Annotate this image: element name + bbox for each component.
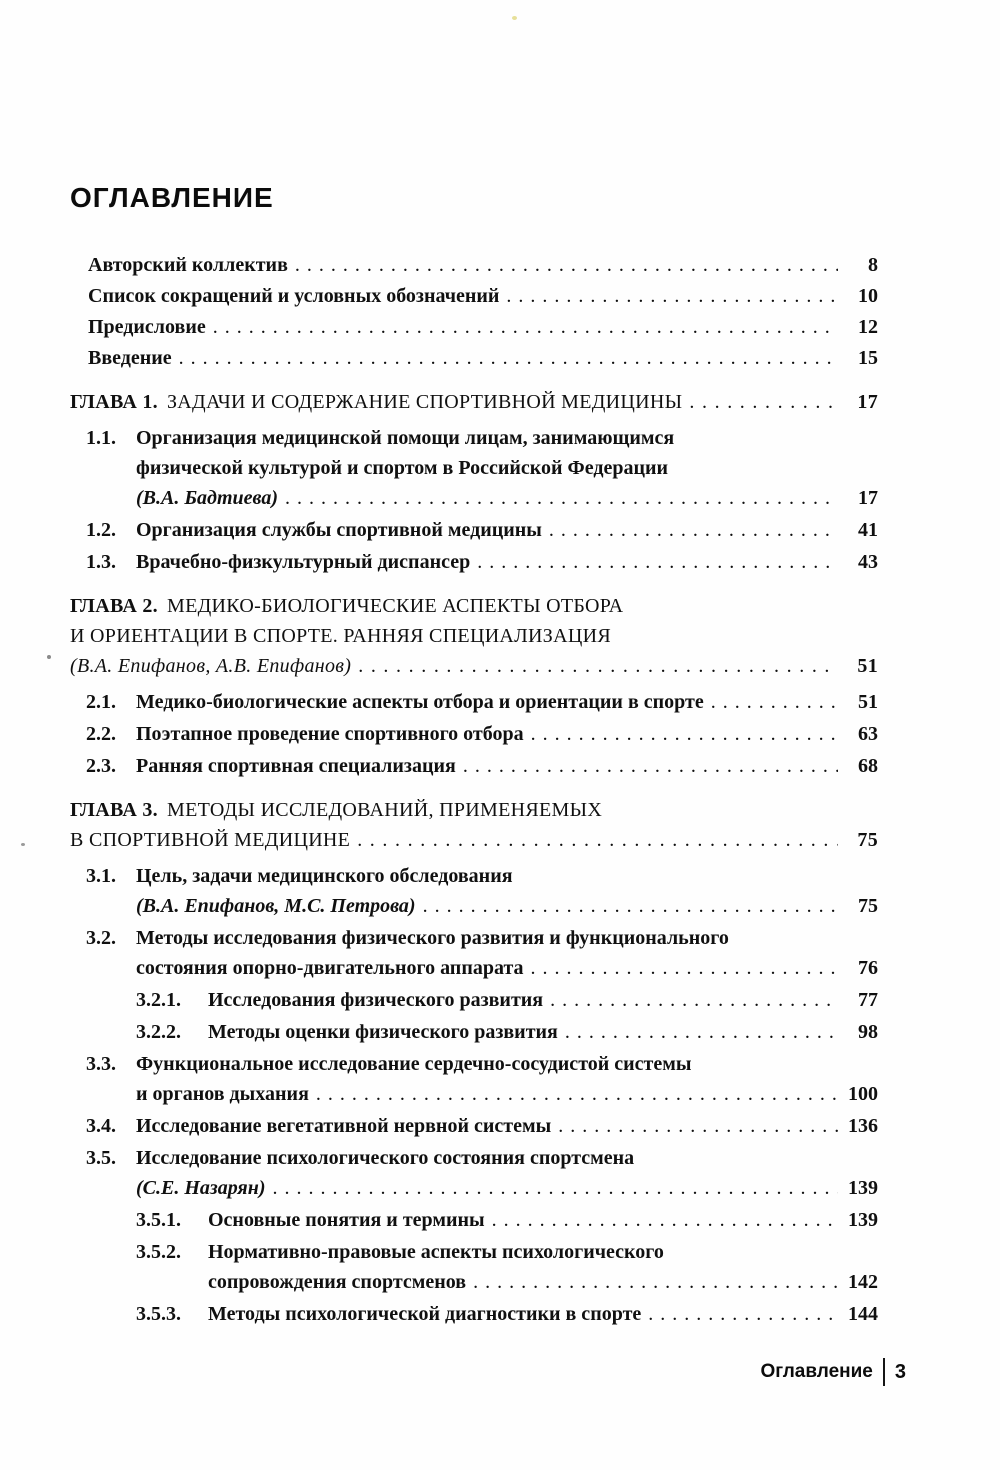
toc-entry: [86, 1049, 878, 1109]
entry-text: Врачебно-физкультурный диспансер: [136, 551, 471, 573]
toc-entry: [86, 861, 878, 921]
toc-entry: [136, 1017, 878, 1047]
entry-number: 1.3.: [86, 551, 116, 573]
scan-artifact: [47, 655, 51, 659]
entry-page-number: 76: [858, 957, 878, 979]
entry-text: Нормативно-правовые аспекты психологического: [208, 1241, 664, 1263]
dot-leader: [689, 387, 838, 417]
entry-text: Основные понятия и термины: [208, 1209, 485, 1231]
dot-leader: [565, 1017, 838, 1047]
entry-line: [136, 719, 878, 749]
entry-line: [70, 825, 878, 855]
entry-line: [136, 861, 878, 891]
entry-text: (В.А. Бадтиева): [136, 487, 278, 509]
entry-line: [88, 312, 878, 342]
dot-leader: [477, 547, 838, 577]
entry-number: 3.1.: [86, 865, 116, 887]
dot-leader: [423, 891, 838, 921]
entry-text: Методы исследования физического развития и функционального: [136, 927, 729, 949]
entry-page-number: 77: [858, 989, 878, 1011]
entry-page-number: 139: [848, 1177, 878, 1199]
entry-line: [70, 621, 878, 651]
entry-number: 3.4.: [86, 1115, 116, 1137]
entry-line: [88, 343, 878, 373]
entry-text: и органов дыхания: [136, 1083, 309, 1105]
entry-page-number: 63: [858, 723, 878, 745]
toc-entry: [136, 1205, 878, 1235]
entry-text: Исследование психологического состояния спортсмена: [136, 1147, 635, 1169]
entry-text: Ранняя спортивная специализация: [136, 755, 456, 777]
entry-number: 1.1.: [86, 427, 116, 449]
entry-line: [136, 1049, 878, 1079]
entry-number: 3.2.: [86, 927, 116, 949]
entry-number: 2.1.: [86, 691, 116, 713]
chapter-number: ГЛАВА 1.: [70, 391, 158, 413]
entry-number: 3.5.2.: [136, 1241, 181, 1263]
entry-number: 3.5.: [86, 1147, 116, 1169]
entry-line: [136, 483, 878, 513]
dot-leader: [531, 719, 838, 749]
entry-line: [70, 591, 878, 621]
dot-leader: [463, 751, 838, 781]
entry-page-number: 98: [858, 1021, 878, 1043]
entry-text: сопровождения спортсменов: [208, 1271, 467, 1293]
entry-number: 3.3.: [86, 1053, 116, 1075]
toc-entry: [88, 312, 878, 342]
scan-artifact: [512, 16, 517, 20]
entry-line: [136, 453, 878, 483]
toc-entry: [86, 923, 878, 983]
entry-text: МЕДИКО-БИОЛОГИЧЕСКИЕ АСПЕКТЫ ОТБОРА: [166, 595, 624, 617]
toc-entry: [70, 795, 878, 855]
entry-page-number: 136: [848, 1115, 878, 1137]
entry-text: И ОРИЕНТАЦИИ В СПОРТЕ. РАННЯЯ СПЕЦИАЛИЗАЦИЯ: [70, 625, 611, 647]
entry-line: [208, 1237, 878, 1267]
entry-text: Авторский коллектив: [88, 254, 288, 276]
entry-text: Цель, задачи медицинского обследования: [136, 865, 513, 887]
dot-leader: [549, 515, 838, 545]
entry-page-number: 8: [868, 254, 878, 276]
dot-leader: [531, 953, 838, 983]
entry-text: Методы оценки физического развития: [208, 1021, 558, 1043]
entry-text: МЕТОДЫ ИССЛЕДОВАНИЙ, ПРИМЕНЯЕМЫХ: [166, 799, 603, 821]
entry-number: 2.2.: [86, 723, 116, 745]
entry-line: [88, 250, 878, 280]
toc-entry: [86, 751, 878, 781]
dot-leader: [358, 651, 838, 681]
entry-page-number: 17: [858, 487, 878, 509]
entry-text: (В.А. Епифанов, А.В. Епифанов): [70, 655, 352, 677]
toc-entry: [86, 547, 878, 577]
entry-page-number: 15: [858, 347, 878, 369]
entry-line: [136, 751, 878, 781]
scan-artifact: [21, 843, 25, 846]
dot-leader: [316, 1079, 838, 1109]
toc-entry: [86, 719, 878, 749]
entry-text: Поэтапное проведение спортивного отбора: [136, 723, 524, 745]
dot-leader: [558, 1111, 838, 1141]
dot-leader: [550, 985, 838, 1015]
chapter-number: ГЛАВА 2.: [70, 595, 158, 617]
entry-text: ЗАДАЧИ И СОДЕРЖАНИЕ СПОРТИВНОЙ МЕДИЦИНЫ: [166, 391, 683, 413]
entry-line: [70, 651, 878, 681]
entry-text: физической культурой и спортом в Российской Федерации: [136, 457, 669, 479]
entry-line: [136, 1079, 878, 1109]
entry-text: Исследования физического развития: [208, 989, 544, 1011]
entry-line: [136, 687, 878, 717]
entry-line: [208, 985, 878, 1015]
entry-text: Функциональное исследование сердечно-сосудистой системы: [136, 1053, 692, 1075]
footer-page-number: 3: [894, 1360, 906, 1383]
dot-leader: [648, 1299, 838, 1329]
toc-entry: [136, 985, 878, 1015]
entry-line: [208, 1299, 878, 1329]
footer-section-label: Оглавление: [760, 1361, 873, 1382]
dot-leader: [273, 1173, 838, 1203]
dot-leader: [506, 281, 838, 311]
entry-page-number: 17: [857, 391, 878, 413]
dot-leader: [711, 687, 838, 717]
toc-entry: [86, 1143, 878, 1203]
toc-entry: [136, 1299, 878, 1329]
entry-line: [136, 1173, 878, 1203]
entry-line: [70, 387, 878, 417]
entry-page-number: 142: [848, 1271, 878, 1293]
entry-line: [136, 423, 878, 453]
toc-entry: [88, 250, 878, 280]
entry-number: 3.2.2.: [136, 1021, 181, 1043]
entry-page-number: 41: [858, 519, 878, 541]
page-footer: [760, 1358, 906, 1386]
entry-line: [208, 1017, 878, 1047]
entry-page-number: 68: [858, 755, 878, 777]
entry-line: [208, 1267, 878, 1297]
entry-page-number: 12: [858, 316, 878, 338]
toc-entry: [88, 281, 878, 311]
entry-page-number: 139: [848, 1209, 878, 1231]
dot-leader: [473, 1267, 838, 1297]
entry-text: Организация медицинской помощи лицам, занимающимся: [136, 427, 675, 449]
entry-line: [88, 281, 878, 311]
toc-entry: [136, 1237, 878, 1297]
dot-leader: [295, 250, 838, 280]
entry-line: [136, 547, 878, 577]
toc-entry: [70, 387, 878, 417]
dot-leader: [285, 483, 838, 513]
dot-leader: [492, 1205, 838, 1235]
entry-text: Предисловие: [88, 316, 206, 338]
entry-page-number: 51: [857, 655, 878, 677]
entry-text: (С.Е. Назарян): [136, 1177, 266, 1199]
toc-entry: [86, 687, 878, 717]
toc-entry: [86, 515, 878, 545]
entry-line: [136, 1143, 878, 1173]
dot-leader: [179, 343, 838, 373]
entry-text: состояния опорно-двигательного аппарата: [136, 957, 524, 979]
chapter-number: ГЛАВА 3.: [70, 799, 158, 821]
entry-number: 3.5.1.: [136, 1209, 181, 1231]
entry-page-number: 51: [858, 691, 878, 713]
entry-number: 2.3.: [86, 755, 116, 777]
entry-text: (В.А. Епифанов, М.С. Петрова): [136, 895, 416, 917]
toc-entry: [70, 591, 878, 681]
entry-text: Методы психологической диагностики в спорте: [208, 1303, 642, 1325]
entry-page-number: 144: [848, 1303, 878, 1325]
entry-line: [136, 923, 878, 953]
entry-line: [136, 891, 878, 921]
entry-page-number: 43: [858, 551, 878, 573]
entry-page-number: 10: [858, 285, 878, 307]
entry-line: [70, 795, 878, 825]
entry-page-number: 75: [858, 895, 878, 917]
page-title: ОГЛАВЛЕНИЕ: [70, 182, 274, 213]
entry-text: Список сокращений и условных обозначений: [88, 285, 500, 307]
entry-number: 3.5.3.: [136, 1303, 181, 1325]
entry-text: Исследование вегетативной нервной системы: [136, 1115, 552, 1137]
entry-number: 3.2.1.: [136, 989, 181, 1011]
dot-leader: [213, 312, 838, 342]
entry-text: Введение: [88, 347, 172, 369]
entry-line: [136, 953, 878, 983]
entry-line: [136, 1111, 878, 1141]
footer-divider: [883, 1358, 885, 1386]
toc-entry: [86, 1111, 878, 1141]
entry-text: Медико-биологические аспекты отбора и ориентации в спорте: [136, 691, 704, 713]
entry-text: В СПОРТИВНОЙ МЕДИЦИНЕ: [70, 829, 351, 851]
toc-list: [70, 250, 878, 1329]
toc-entry: [86, 423, 878, 513]
entry-line: [208, 1205, 878, 1235]
entry-line: [136, 515, 878, 545]
entry-text: Организация службы спортивной медицины: [136, 519, 542, 541]
entry-page-number: 75: [857, 829, 878, 851]
dot-leader: [357, 825, 838, 855]
entry-number: 1.2.: [86, 519, 116, 541]
toc-entry: [88, 343, 878, 373]
entry-page-number: 100: [848, 1083, 878, 1105]
